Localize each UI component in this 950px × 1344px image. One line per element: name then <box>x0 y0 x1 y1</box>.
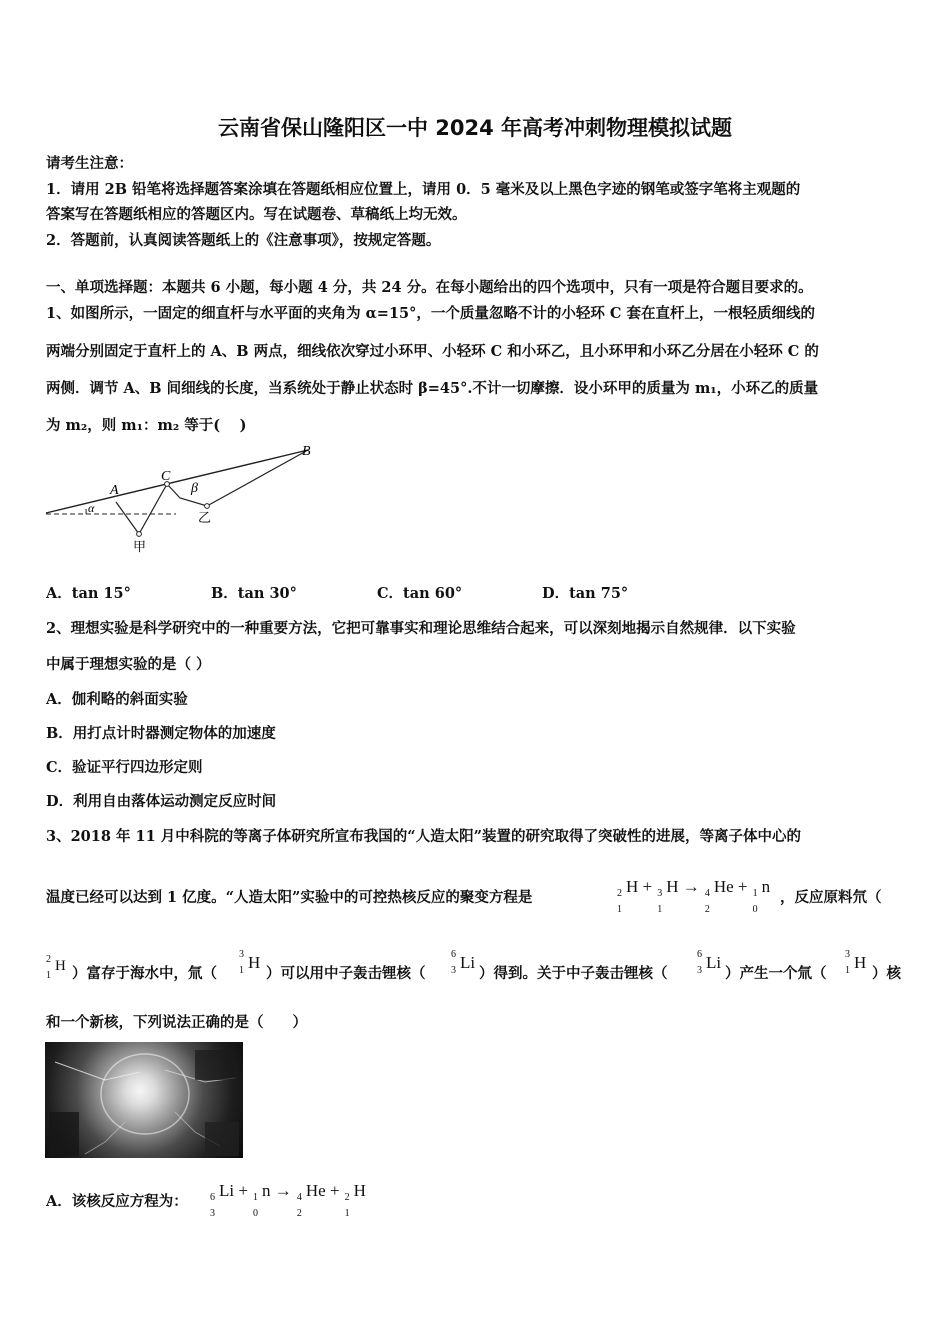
label-B: B <box>302 444 311 459</box>
q3-line-4: 和一个新核，下列说法正确的是（ ） <box>46 1014 307 1031</box>
q1-line-2: 两端分别固定于直杆上的 A、B 两点，细线依次穿过小环甲、小轻环 C 和小环乙，且小环甲和小环乙分居在小轻环 C 的 <box>46 343 819 360</box>
deuterium-symbol: 2 1 H <box>46 954 66 981</box>
q3-line-3-a: ）富存于海水中，氚（ <box>72 965 217 982</box>
section-heading: 一、单项选择题：本题共 6 小题，每小题 4 分，共 24 分。在每小题给出的四个选项中，只有一项是符合题目要求的。 <box>46 279 813 296</box>
q3-option-a-label[interactable]: A．该核反应方程为： <box>46 1193 188 1210</box>
q2-option-a[interactable]: A．伽利略的斜面实验 <box>46 691 188 708</box>
q3-line-3-d: ）产生一个氚（ <box>725 965 827 982</box>
q1-line-4: 为 m₂，则 m₁：m₂ 等于( ) <box>46 417 247 434</box>
q3-line-3-b: ）可以用中子轰击锂核（ <box>266 965 426 982</box>
lithium-symbol-1: 6 3 Li <box>451 949 476 976</box>
q3-line-3-c: ）得到。关于中子轰击锂核（ <box>479 965 668 982</box>
lithium-symbol-2: 6 3 Li <box>697 949 722 976</box>
q3-line-3-e: ）核 <box>872 965 901 982</box>
tritium-symbol-1: 3 1 H <box>239 949 261 976</box>
q1-option-b[interactable]: B．tan 30° <box>211 585 297 602</box>
q2-option-b[interactable]: B．用打点计时器测定物体的加速度 <box>46 725 276 742</box>
notice-line-3: 2．答题前，认真阅读答题纸上的《注意事项》，按规定答题。 <box>46 232 441 249</box>
q1-line-3: 两侧．调节 A、B 间细线的长度，当系统处于静止状态时 β=45°.不计一切摩擦．设小环甲的质量为 m₁，小环乙的质量 <box>46 380 819 397</box>
q1-option-d[interactable]: D．tan 75° <box>542 585 629 602</box>
label-yi: 乙 <box>198 511 212 526</box>
label-jia: 甲 <box>133 540 147 555</box>
notice-line-2: 答案写在答题纸相应的答题区内。写在试题卷、草稿纸上均无效。 <box>46 206 467 223</box>
q2-option-d[interactable]: D．利用自由落体运动测定反应时间 <box>46 793 277 810</box>
artificial-sun-photo <box>45 1042 243 1158</box>
tritium-symbol-2: 3 1 H <box>845 949 867 976</box>
q1-option-a[interactable]: A．tan 15° <box>46 585 131 602</box>
q2-option-c[interactable]: C．验证平行四边形定则 <box>46 759 203 776</box>
label-beta: β <box>191 481 198 496</box>
q1-line-1: 1、如图所示，一固定的细直杆与水平面的夹角为 α=15°，一个质量忽略不计的小轻环 C 套在直杆上，一根轻质细线的 <box>46 305 816 322</box>
q1-figure <box>40 440 330 555</box>
q3-line-1: 3、2018 年 11 月中科院的等离子体研究所宣布我国的“人造太阳”装置的研究取得了突破性的进展，等离子体中心的 <box>46 828 801 845</box>
q2-line-1: 2、理想实验是科学研究中的一种重要方法，它把可靠事实和理论思维结合起来，可以深刻地揭示自然规律．以下实验 <box>46 620 796 637</box>
notice-line-1: 1．请用 2B 铅笔将选择题答案涂填在答题纸相应位置上，请用 0．5 毫米及以上黑色字迹的钢笔或签字笔将主观题的 <box>46 181 801 198</box>
notice-heading: 请考生注意： <box>46 155 133 172</box>
label-A: A <box>110 483 119 498</box>
q2-line-2: 中属于理想实验的是（ ） <box>46 656 211 673</box>
fusion-equation: 2 1 H + 3 1 H → 4 2 He + 1 0 n <box>617 877 771 915</box>
page-title: 云南省保山隆阳区一中 2024 年高考冲刺物理模拟试题 <box>217 116 733 140</box>
q3-line-2-tail: ，反应原料氘（ <box>780 889 882 906</box>
label-C: C <box>161 469 171 484</box>
q3-line-2: 温度已经可以达到 1 亿度。“人造太阳”实验中的可控热核反应的聚变方程是 <box>46 889 533 906</box>
q1-option-c[interactable]: C．tan 60° <box>377 585 463 602</box>
label-alpha: α <box>88 501 95 515</box>
lithium-reaction-equation: 6 3 Li + 1 0 n → 4 2 He + 2 1 H <box>210 1181 366 1219</box>
